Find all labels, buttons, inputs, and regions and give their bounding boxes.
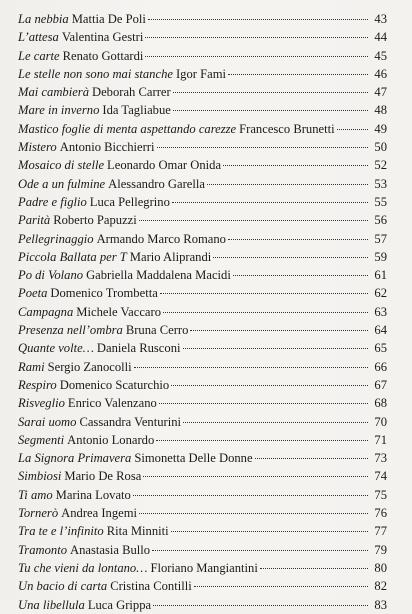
toc-entry-title: Po di Volano bbox=[18, 268, 84, 283]
toc-entry-author: Antonio Lonardo bbox=[67, 432, 155, 447]
toc-entry-author: Domenico Scaturchio bbox=[59, 377, 170, 392]
toc-entry-title: Le carte bbox=[18, 48, 60, 63]
dot-leader bbox=[157, 147, 369, 148]
toc-entry-author: Anastasia Bullo bbox=[70, 542, 151, 557]
toc-entry-author: Renato Gottardi bbox=[62, 48, 144, 63]
toc-entry bbox=[18, 504, 387, 522]
dot-leader bbox=[183, 348, 369, 349]
toc-entry-title: Padre e figlio bbox=[18, 194, 87, 209]
dot-leader bbox=[143, 476, 368, 477]
toc-entry-title: Segmenti bbox=[18, 432, 65, 447]
toc-entry-author: Andrea Ingemi bbox=[61, 506, 138, 521]
dot-leader bbox=[171, 385, 368, 386]
toc-entry-page-number: 55 bbox=[374, 194, 387, 209]
toc-entry-author: Rita Minniti bbox=[106, 524, 169, 539]
toc-entry bbox=[18, 175, 387, 193]
toc-entry-page-number: 74 bbox=[374, 469, 387, 484]
toc-entry-page-number: 61 bbox=[374, 268, 387, 283]
toc-entry-page-number: 66 bbox=[374, 359, 387, 374]
dot-leader bbox=[171, 531, 368, 532]
toc-entry-author: Michele Vaccaro bbox=[76, 304, 162, 319]
dot-leader bbox=[159, 403, 368, 404]
dot-leader bbox=[148, 19, 368, 20]
toc-entry-page-number: 57 bbox=[374, 231, 387, 246]
toc-entry-page-number: 63 bbox=[374, 304, 387, 319]
toc-entry-title: Piccola Ballata per T bbox=[18, 249, 127, 264]
toc-entry bbox=[18, 156, 387, 174]
dot-leader bbox=[160, 293, 368, 294]
toc-entry-page-number: 65 bbox=[374, 341, 387, 356]
dot-leader bbox=[223, 165, 368, 166]
toc-entry-author: Luca Pellegrino bbox=[89, 194, 170, 209]
toc-entry-title: Sarai uomo bbox=[18, 414, 77, 429]
toc-entry-author: Armando Marco Romano bbox=[96, 231, 226, 246]
dot-leader bbox=[139, 513, 368, 514]
toc-entry bbox=[18, 83, 387, 101]
toc-entry bbox=[18, 10, 387, 28]
toc-entry-page-number: 52 bbox=[374, 158, 387, 173]
toc-entry-author: Ida Tagliabue bbox=[102, 103, 171, 118]
toc-entry-title: Tra te e l’infinito bbox=[18, 524, 104, 539]
toc-entry-page-number: 44 bbox=[374, 30, 387, 45]
dot-leader bbox=[260, 568, 368, 569]
dot-leader bbox=[133, 495, 368, 496]
toc-entry bbox=[18, 358, 387, 376]
toc-entry-author: Gabriella Maddalena Macidi bbox=[86, 268, 231, 283]
toc-list bbox=[18, 10, 387, 614]
toc-entry-page-number: 64 bbox=[374, 323, 387, 338]
dot-leader bbox=[228, 74, 368, 75]
toc-entry bbox=[18, 120, 387, 138]
toc-entry-title: Tu che vieni da lontano… bbox=[18, 560, 148, 575]
toc-entry-page-number: 47 bbox=[374, 85, 387, 100]
dot-leader bbox=[156, 440, 368, 441]
toc-entry bbox=[18, 449, 387, 467]
toc-entry-title: Pellegrinaggio bbox=[18, 231, 94, 246]
toc-entry-author: Cristina Contilli bbox=[110, 579, 192, 594]
toc-entry bbox=[18, 559, 387, 577]
dot-leader bbox=[337, 129, 368, 130]
toc-entry bbox=[18, 577, 387, 595]
toc-entry-page-number: 46 bbox=[374, 66, 387, 81]
toc-entry bbox=[18, 596, 387, 614]
toc-entry-page-number: 43 bbox=[374, 12, 387, 26]
toc-entry bbox=[18, 266, 387, 284]
toc-entry-author: Valentina Gestri bbox=[61, 30, 144, 45]
toc-entry-author: Mario Aliprandi bbox=[129, 249, 212, 264]
dot-leader bbox=[255, 458, 368, 459]
toc-entry bbox=[18, 138, 387, 156]
toc-entry-page-number: 53 bbox=[374, 176, 387, 191]
toc-entry bbox=[18, 28, 387, 46]
toc-entry-author: Marina Lovato bbox=[55, 487, 131, 502]
toc-entry-title: Respiro bbox=[18, 377, 57, 392]
toc-entry-title: Ti amo bbox=[18, 487, 53, 502]
toc-entry-author: Domenico Trombetta bbox=[50, 286, 158, 301]
toc-entry bbox=[18, 230, 387, 248]
toc-entry bbox=[18, 413, 387, 431]
toc-entry-title: La Signora Primavera bbox=[18, 451, 132, 466]
toc-entry bbox=[18, 339, 387, 357]
toc-entry-author: Alessandro Garella bbox=[108, 176, 205, 191]
toc-entry-title: Mistero bbox=[18, 140, 57, 155]
toc-entry bbox=[18, 486, 387, 504]
toc-entry-author: Deborah Carrer bbox=[92, 85, 171, 100]
toc-entry bbox=[18, 321, 387, 339]
toc-entry-page-number: 83 bbox=[374, 597, 387, 612]
toc-entry-title: Parità bbox=[18, 213, 51, 228]
toc-entry-title: Rami bbox=[18, 359, 45, 374]
toc-entry bbox=[18, 101, 387, 119]
toc-entry-title: Le stelle non sono mai stanche bbox=[18, 66, 173, 81]
toc-entry bbox=[18, 431, 387, 449]
toc-entry-title: Presenza nell’ombra bbox=[18, 323, 123, 338]
dot-leader bbox=[139, 220, 368, 221]
toc-entry bbox=[18, 467, 387, 485]
toc-entry-title: Poeta bbox=[18, 286, 48, 301]
dot-leader bbox=[145, 56, 368, 57]
toc-entry-page-number: 71 bbox=[374, 432, 387, 447]
toc-entry bbox=[18, 193, 387, 211]
toc-entry-page-number: 48 bbox=[374, 103, 387, 118]
toc-entry-page-number: 50 bbox=[374, 140, 387, 155]
dot-leader bbox=[145, 37, 368, 38]
toc-entry-title: Tornerò bbox=[18, 506, 59, 521]
toc-entry-page-number: 75 bbox=[374, 487, 387, 502]
dot-leader bbox=[207, 184, 368, 185]
dot-leader bbox=[233, 275, 368, 276]
toc-entry-page-number: 82 bbox=[374, 579, 387, 594]
dot-leader bbox=[173, 110, 368, 111]
toc-entry-author: Cassandra Venturini bbox=[79, 414, 181, 429]
toc-entry bbox=[18, 394, 387, 412]
toc-entry-title: Una libellula bbox=[18, 597, 85, 612]
dot-leader bbox=[173, 92, 368, 93]
toc-entry-author: Bruna Cerro bbox=[125, 323, 189, 338]
toc-entry-title: Campagna bbox=[18, 304, 74, 319]
toc-entry-title: Simbiosi bbox=[18, 469, 62, 484]
toc-entry-page-number: 49 bbox=[374, 121, 387, 136]
toc-entry-title: Quante volte… bbox=[18, 341, 94, 356]
dot-leader bbox=[134, 367, 368, 368]
dot-leader bbox=[153, 605, 368, 606]
toc-entry-title: Mare in inverno bbox=[18, 103, 100, 118]
toc-entry bbox=[18, 65, 387, 83]
toc-entry-page-number: 70 bbox=[374, 414, 387, 429]
toc-entry bbox=[18, 522, 387, 540]
toc-entry-author: Enrico Valenzano bbox=[67, 396, 157, 411]
toc-entry-page-number: 62 bbox=[374, 286, 387, 301]
toc-entry-title: Mai cambierà bbox=[18, 85, 89, 100]
toc-entry-author: Antonio Bicchierri bbox=[59, 140, 155, 155]
toc-entry-title: Tramonto bbox=[18, 542, 67, 557]
dot-leader bbox=[190, 330, 368, 331]
toc-entry-author: Mattia De Poli bbox=[71, 12, 146, 26]
dot-leader bbox=[152, 550, 368, 551]
toc-entry bbox=[18, 211, 387, 229]
toc-entry-page-number: 73 bbox=[374, 451, 387, 466]
toc-entry-author: Luca Grippa bbox=[87, 597, 152, 612]
toc-entry-author: Simonetta Delle Donne bbox=[134, 451, 253, 466]
toc-entry-title: Ode a un fulmine bbox=[18, 176, 106, 191]
toc-entry-title: Un bacio di carta bbox=[18, 579, 108, 594]
toc-entry-page-number: 77 bbox=[374, 524, 387, 539]
toc-entry bbox=[18, 303, 387, 321]
dot-leader bbox=[163, 312, 368, 313]
toc-entry bbox=[18, 284, 387, 302]
toc-entry bbox=[18, 541, 387, 559]
toc-entry-page-number: 76 bbox=[374, 506, 387, 521]
toc-entry-author: Francesco Brunetti bbox=[239, 121, 335, 136]
dot-leader bbox=[194, 586, 368, 587]
toc-entry-page-number: 67 bbox=[374, 377, 387, 392]
toc-entry-author: Daniela Rusconi bbox=[96, 341, 181, 356]
toc-entry-page-number: 45 bbox=[374, 48, 387, 63]
toc-entry-page-number: 56 bbox=[374, 213, 387, 228]
dot-leader bbox=[213, 257, 368, 258]
toc-entry-page-number: 59 bbox=[374, 249, 387, 264]
toc-entry-author: Floriano Mangiantini bbox=[150, 560, 258, 575]
toc-entry-author: Leonardo Omar Onida bbox=[107, 158, 222, 173]
toc-entry bbox=[18, 376, 387, 394]
toc-entry bbox=[18, 248, 387, 266]
toc-entry-page-number: 68 bbox=[374, 396, 387, 411]
toc-entry-author: Roberto Papuzzi bbox=[53, 213, 137, 228]
toc-entry-title: Mosaico di stelle bbox=[18, 158, 105, 173]
toc-entry-page-number: 80 bbox=[374, 560, 387, 575]
toc-entry-title: Risveglio bbox=[18, 396, 65, 411]
dot-leader bbox=[172, 202, 368, 203]
toc-entry-title: L’attesa bbox=[18, 30, 59, 45]
dot-leader bbox=[183, 422, 368, 423]
toc-entry bbox=[18, 47, 387, 65]
toc-entry-author: Igor Fami bbox=[175, 66, 226, 81]
toc-entry-title: Mastico foglie di menta aspettando carezze bbox=[18, 121, 237, 136]
dot-leader bbox=[228, 239, 368, 240]
toc-entry-title: La nebbia bbox=[18, 12, 69, 26]
toc-entry-page-number: 79 bbox=[374, 542, 387, 557]
toc-entry-author: Sergio Zanocolli bbox=[47, 359, 132, 374]
toc-entry-author: Mario De Rosa bbox=[64, 469, 142, 484]
